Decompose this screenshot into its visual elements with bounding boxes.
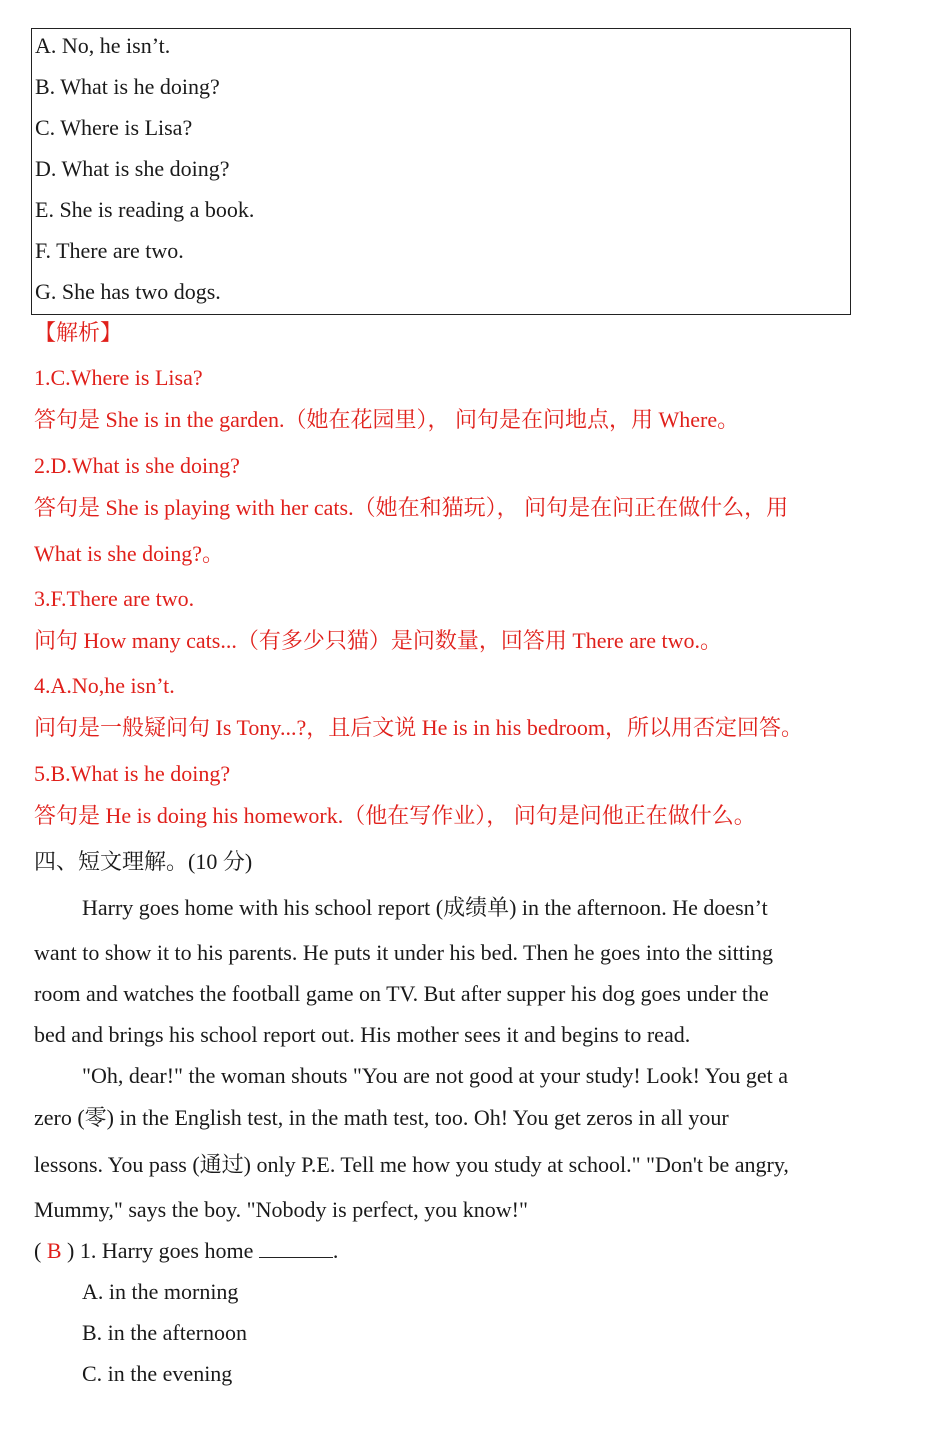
passage-line-3: room and watches the football game on TV. But after supper his dog goes under the bbox=[34, 981, 769, 1006]
question-end: . bbox=[332, 1238, 339, 1263]
analysis-heading: 【解析】 bbox=[34, 320, 123, 345]
option-a: A. No, he isn’t. bbox=[35, 33, 171, 58]
analysis-explanation-1: 答句是 She is in the garden.（她在花园里）， 问句是在问地点，用 Where。 bbox=[34, 407, 740, 432]
analysis-explanation-4: 问句是一般疑问句 Is Tony...?，且后文说 He is in his bedroom，所以用否定回答。 bbox=[34, 715, 804, 740]
analysis-explanation-2-cont: What is she doing?。 bbox=[34, 541, 225, 566]
option-c: C. Where is Lisa? bbox=[35, 115, 193, 140]
option-e: E. She is reading a book. bbox=[35, 197, 255, 222]
analysis-explanation-2: 答句是 She is playing with her cats.（她在和猫玩）， 问句是在问正在做什么，用 bbox=[34, 495, 789, 520]
options-box bbox=[31, 28, 851, 315]
option-g: G. She has two dogs. bbox=[35, 279, 221, 304]
analysis-answer-4: 4.A.No,he isn’t. bbox=[34, 673, 175, 698]
option-d: D. What is she doing? bbox=[35, 156, 230, 181]
analysis-answer-2: 2.D.What is she doing? bbox=[34, 453, 240, 478]
option-f: F. There are two. bbox=[35, 238, 184, 263]
passage-line-6: zero (零) in the English test, in the math test, too. Oh! You get zeros in all your bbox=[34, 1105, 729, 1130]
passage-line-8: Mummy," says the boy. "Nobody is perfect, you know!" bbox=[34, 1197, 528, 1222]
choice-b: B. in the afternoon bbox=[82, 1320, 247, 1345]
analysis-explanation-5: 答句是 He is doing his homework.（他在写作业）， 问句是问他正在做什么。 bbox=[34, 803, 756, 828]
passage-line-4: bed and brings his school report out. His mother sees it and begins to read. bbox=[34, 1022, 691, 1047]
analysis-answer-1: 1.C.Where is Lisa? bbox=[34, 365, 203, 390]
question-text: ) 1. Harry goes home bbox=[67, 1238, 254, 1263]
analysis-answer-3: 3.F.There are two. bbox=[34, 586, 195, 611]
analysis-answer-5: 5.B.What is he doing? bbox=[34, 761, 231, 786]
question-answer: B bbox=[46, 1238, 62, 1263]
passage-line-5: "Oh, dear!" the woman shouts "You are not good at your study! Look! You get a bbox=[82, 1063, 789, 1088]
analysis-explanation-3: 问句 How many cats...（有多少只猫）是问数量，回答用 There are two.。 bbox=[34, 628, 723, 653]
question-1 bbox=[34, 1238, 338, 1264]
choice-c: C. in the evening bbox=[82, 1361, 233, 1386]
passage-line-2: want to show it to his parents. He puts it under his bed. Then he goes into the sitting bbox=[34, 940, 773, 965]
section-title: 四、短文理解。(10 分) bbox=[34, 849, 253, 874]
passage-line-1: Harry goes home with his school report (成绩单) in the afternoon. He doesn’t bbox=[82, 895, 768, 920]
passage-line-7: lessons. You pass (通过) only P.E. Tell me how you study at school." "Don't be angry, bbox=[34, 1152, 789, 1177]
choice-a: A. in the morning bbox=[82, 1279, 239, 1304]
answer-blank bbox=[259, 1239, 333, 1258]
option-b: B. What is he doing? bbox=[35, 74, 220, 99]
question-open-paren: ( bbox=[34, 1238, 42, 1263]
